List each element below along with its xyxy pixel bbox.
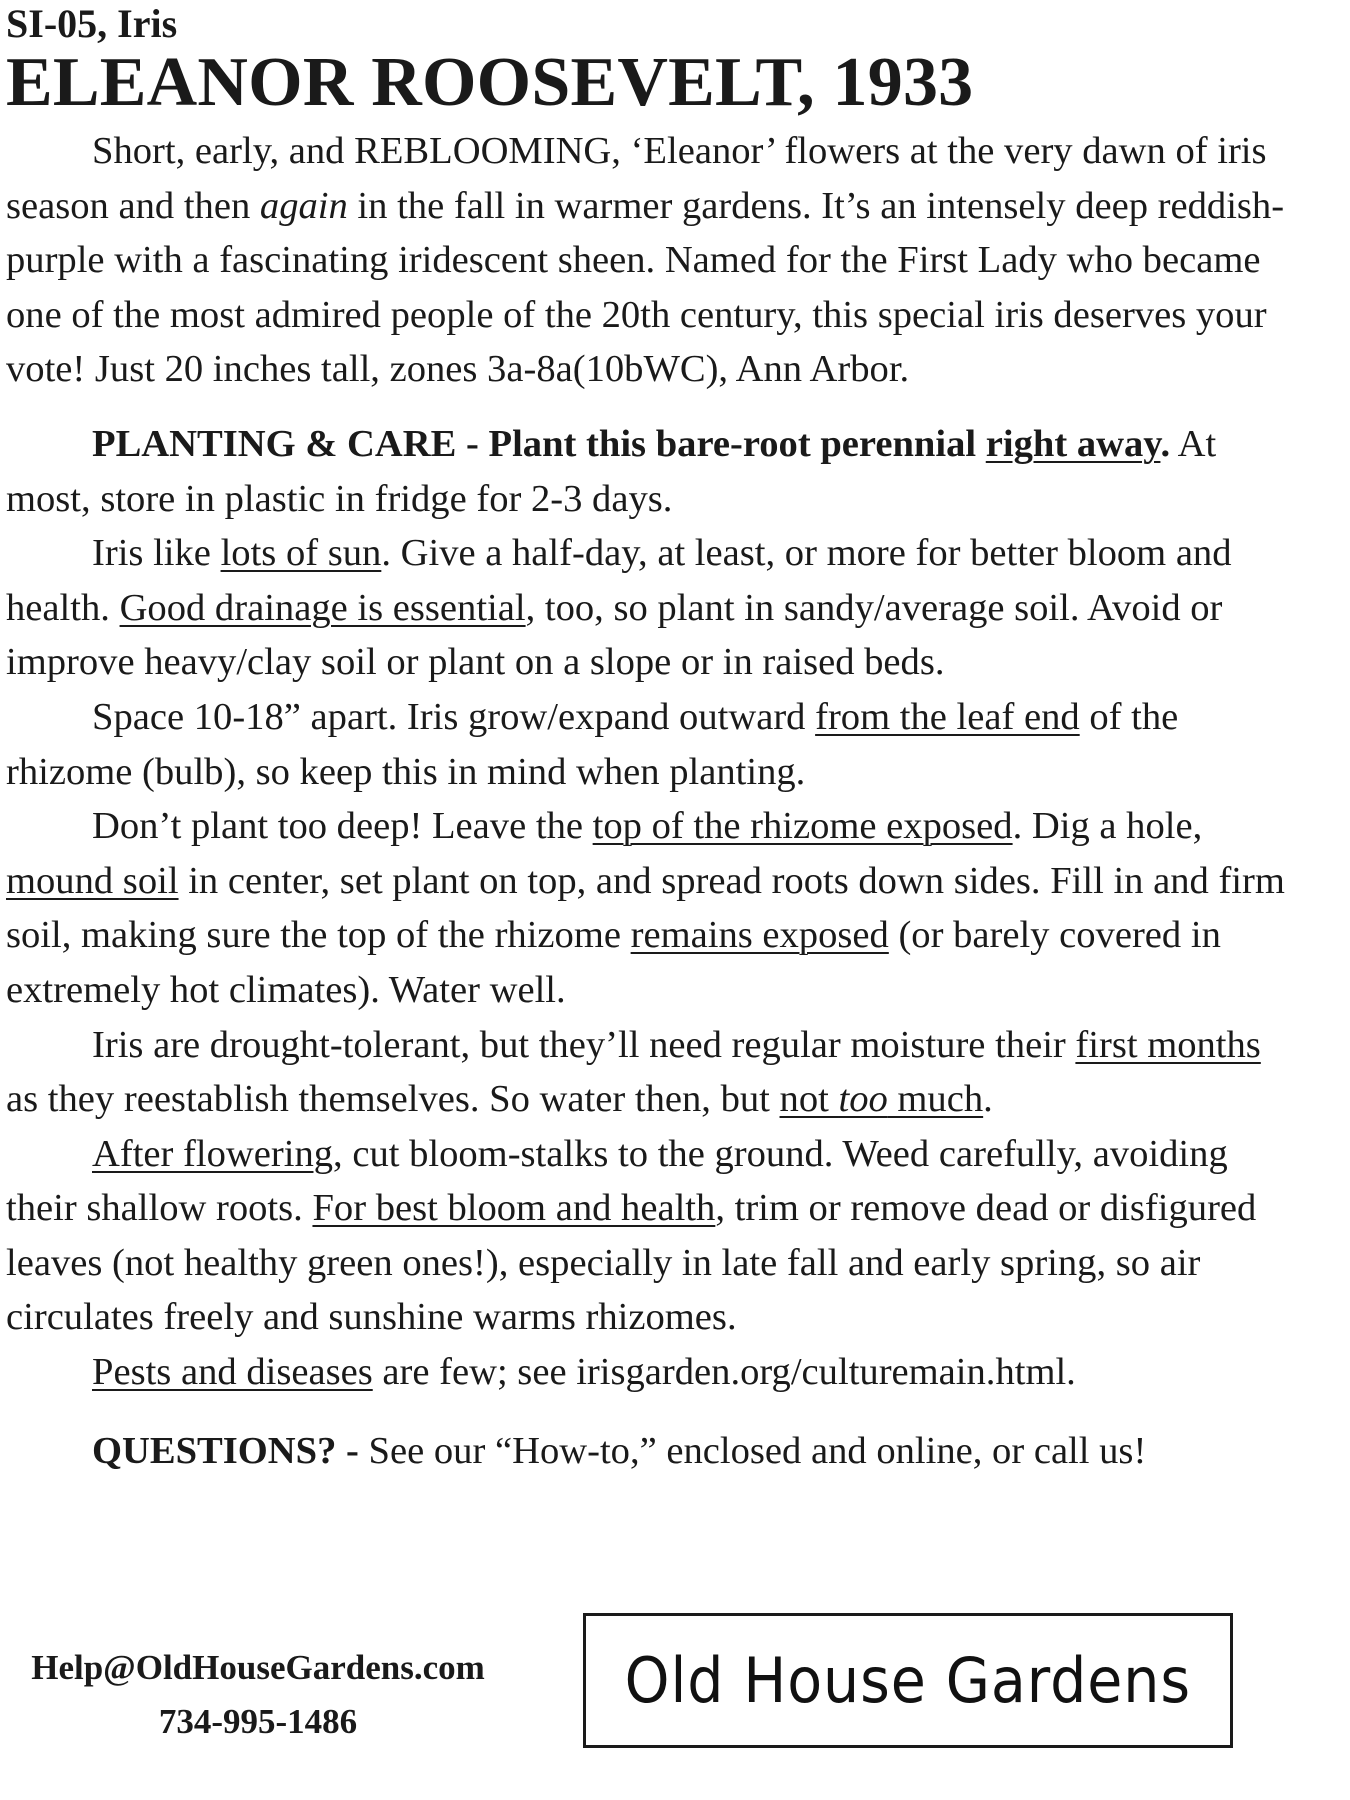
not-too-text-1: not bbox=[779, 1078, 839, 1121]
after-text-1: , cut bloom-stalks to the ground. Weed carefully, avoiding their shallow roots. bbox=[6, 1132, 1228, 1230]
questions-label: QUESTIONS? - bbox=[92, 1429, 359, 1472]
depth-underlined: top of the rhizome exposed bbox=[592, 805, 1013, 848]
depth-text-1: Don’t plant too deep! Leave the bbox=[92, 805, 593, 848]
depth-text-2: . Dig a hole, bbox=[1012, 805, 1203, 848]
contact-info bbox=[8, 1641, 508, 1749]
not-too-much-underlined bbox=[780, 1078, 984, 1120]
not-too-italic: too bbox=[838, 1078, 888, 1121]
drought-underlined: first months bbox=[1075, 1023, 1261, 1066]
depth-paragraph bbox=[6, 799, 1296, 1017]
sun-paragraph bbox=[6, 526, 1296, 690]
sun-underlined: lots of sun bbox=[220, 532, 382, 575]
remains-underlined: remains exposed bbox=[630, 914, 889, 957]
logo-text: Old House Gardens bbox=[624, 1644, 1192, 1717]
depth-text-4: (or barely covered in extremely hot climates). Water well. bbox=[6, 914, 1221, 1011]
pests-paragraph bbox=[6, 1345, 1296, 1400]
planting-heading-underlined: right away bbox=[985, 422, 1161, 465]
drainage-text: , too, so plant in sandy/average soil. Avoid or improve heavy/clay soil or plant on a slope or in raised beds. bbox=[6, 586, 1223, 684]
description-text-2: in the fall in warmer gardens. It’s an intensely deep reddish-purple with a fascinating iridescent sheen. Named for the First Lady who became one of the most admired people of the 20th century, this special iris deserves your vote! Just 20 inches tall, zones 3a-8a(10bWC), Ann Arbor. bbox=[6, 184, 1285, 391]
page-title: ELEANOR ROOSEVELT, 1933 bbox=[6, 44, 974, 121]
planting-heading-period: . bbox=[1160, 422, 1171, 465]
description-paragraph bbox=[6, 124, 1296, 397]
contact-phone[interactable]: 734-995-1486 bbox=[158, 1702, 358, 1741]
contact-email[interactable]: Help@OldHouseGardens.com bbox=[31, 1648, 485, 1687]
drainage-underlined: Good drainage is essential bbox=[119, 586, 526, 629]
spacing-text-2: of the rhizome (bulb), so keep this in mind when planting. bbox=[6, 695, 1179, 793]
drought-text-2: as they reestablish themselves. So water then, but bbox=[6, 1078, 780, 1121]
after-text-2: , trim or remove dead or disfigured leaves (not healthy green ones!), especially in late fall and early spring, so air circulates freely and sunshine warms rhizomes. bbox=[6, 1187, 1257, 1339]
after-flowering-paragraph bbox=[6, 1127, 1296, 1345]
after-flowering-underlined: After flowering bbox=[92, 1132, 334, 1175]
pests-underlined: Pests and diseases bbox=[92, 1351, 373, 1394]
drought-text-1: Iris are drought-tolerant, but they’ll need regular moisture their bbox=[92, 1023, 1076, 1066]
spacing-underlined: from the leaf end bbox=[815, 695, 1080, 738]
product-code: SI-05, Iris bbox=[6, 1, 178, 46]
sun-text-2: . Give a half-day, at least, or more for better bloom and health. bbox=[6, 532, 1232, 629]
planting-heading-paragraph bbox=[6, 417, 1296, 526]
depth-text-3: in center, set plant on top, and spread roots down sides. Fill in and firm soil, making sure the top of the rhizome bbox=[6, 859, 1285, 957]
sun-text-1: Iris like bbox=[92, 532, 221, 575]
spacing-text-1: Space 10-18” apart. Iris grow/expand outward bbox=[92, 695, 816, 738]
questions-paragraph bbox=[6, 1424, 1296, 1479]
company-logo bbox=[583, 1613, 1233, 1748]
not-too-text-2: much bbox=[887, 1078, 984, 1121]
description-text-1: Short, early, and REBLOOMING, ‘Eleanor’ flowers at the very dawn of iris season and then bbox=[6, 130, 1267, 227]
spacing-paragraph bbox=[6, 690, 1296, 799]
planting-storage-text: At most, store in plastic in fridge for 2-3 days. bbox=[6, 422, 1217, 520]
description-italic: again bbox=[259, 184, 348, 227]
drought-paragraph bbox=[6, 1018, 1296, 1127]
document bbox=[6, 0, 1296, 1478]
planting-heading: PLANTING & CARE - Plant this bare-root perennial bbox=[92, 422, 986, 465]
drought-period: . bbox=[983, 1078, 993, 1121]
best-bloom-underlined: For best bloom and health bbox=[312, 1187, 716, 1230]
questions-text: See our “How-to,” enclosed and online, or call us! bbox=[358, 1429, 1147, 1472]
pests-text: are few; see irisgarden.org/culturemain.html. bbox=[372, 1351, 1076, 1394]
mound-underlined: mound soil bbox=[6, 859, 179, 902]
